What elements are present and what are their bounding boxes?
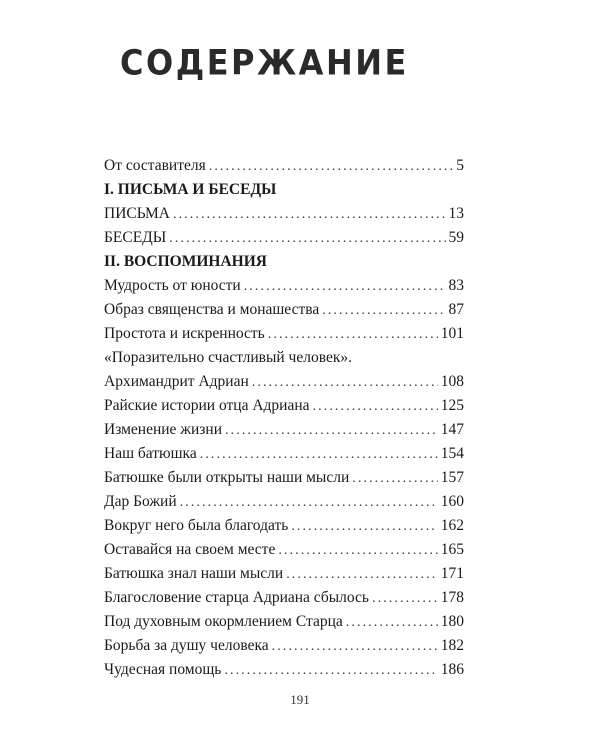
dot-leader (225, 419, 438, 443)
toc-entry (104, 634, 464, 658)
toc-entry-title: Наш батюшка (104, 445, 197, 462)
toc-entry-page: 165 (440, 541, 464, 558)
dot-leader (352, 467, 437, 491)
toc-entry-page: 87 (448, 301, 464, 318)
dot-leader (252, 371, 438, 395)
toc-entry-page: 13 (448, 205, 464, 222)
toc-entry-page: 101 (440, 325, 464, 342)
dot-leader (291, 515, 437, 539)
toc-entry (104, 274, 464, 298)
toc-entry-page: 162 (440, 517, 464, 534)
toc-entry-title: Борьба за душу человека (104, 637, 269, 654)
toc-section-title: I. ПИСЬМА И БЕСЕДЫ (104, 181, 277, 198)
dot-leader (173, 203, 446, 227)
page-number: 191 (290, 692, 310, 707)
toc-entry-page: 182 (440, 637, 464, 654)
table-of-contents (104, 154, 464, 682)
toc-entry-page: 171 (440, 565, 464, 582)
toc-entry-title: Изменение жизни (104, 421, 223, 438)
toc-entry (104, 538, 464, 562)
toc-entry (104, 370, 464, 394)
dot-leader (209, 155, 454, 179)
toc-entry (104, 514, 464, 538)
toc-entry-title: Мудрость от юности (104, 277, 241, 294)
dot-leader (244, 275, 446, 299)
toc-entry-title: Райские истории отца Адриана (104, 397, 310, 414)
dot-leader (278, 539, 437, 563)
toc-entry-title: Образ священства и монашества (104, 301, 320, 318)
toc-entry (104, 298, 464, 322)
toc-entry-title: Чудесная помощь (104, 661, 222, 678)
dot-leader (372, 587, 438, 611)
toc-entry-page: 157 (440, 469, 464, 486)
toc-entry-title: Оставайся на своем месте (104, 541, 276, 558)
toc-entry-title: Батюшке были открыты наши мысли (104, 469, 350, 486)
toc-entry-title: Дар Божий (104, 493, 177, 510)
dot-leader (268, 323, 438, 347)
toc-entry (104, 586, 464, 610)
toc-entry (104, 442, 464, 466)
toc-entry-title: «Поразительно счастливый человек». (104, 349, 352, 366)
toc-entry-page: 125 (440, 397, 464, 414)
toc-entry (104, 322, 464, 346)
toc-entry-title: От составителя (104, 157, 206, 174)
dot-leader (322, 299, 445, 323)
toc-entry-page: 83 (448, 277, 464, 294)
toc-entry-title: Архимандрит Адриан (104, 373, 249, 390)
dot-leader (286, 563, 438, 587)
dot-leader (313, 395, 438, 419)
toc-entry (104, 490, 464, 514)
toc-entry (104, 202, 464, 226)
toc-entry (104, 658, 464, 682)
toc-entry (104, 154, 464, 178)
toc-entry (104, 418, 464, 442)
toc-entry-title: Вокруг него была благодать (104, 517, 289, 534)
toc-entry-page: 180 (440, 613, 464, 630)
toc-section-heading (104, 250, 464, 274)
toc-entry-page: 160 (440, 493, 464, 510)
toc-entry (104, 226, 464, 250)
toc-entry-title: ПИСЬМА (104, 205, 170, 222)
toc-entry-title: Простота и искренность (104, 325, 265, 342)
dot-leader (346, 611, 438, 635)
dot-leader (200, 443, 438, 467)
toc-entry-page: 178 (440, 589, 464, 606)
toc-entry-page: 5 (456, 157, 464, 174)
toc-entry (104, 610, 464, 634)
dot-leader (180, 491, 438, 515)
dot-leader (169, 227, 445, 251)
dot-leader (272, 635, 438, 659)
toc-entry-page: 186 (440, 661, 464, 678)
toc-section-title: II. ВОСПОМИНАНИЯ (104, 253, 267, 270)
page-title: СОДЕРЖАНИЕ (120, 42, 409, 84)
toc-entry-title: Под духовным окормлением Старца (104, 613, 343, 630)
toc-entry-title: Благословение старца Адриана сбылось (104, 589, 369, 606)
toc-entry-title: БЕСЕДЫ (104, 229, 167, 246)
toc-entry-title: Батюшка знал наши мысли (104, 565, 284, 582)
toc-section-heading (104, 178, 464, 202)
dot-leader (224, 659, 437, 683)
toc-entry-page: 154 (440, 445, 464, 462)
toc-entry-page: 59 (448, 229, 464, 246)
toc-entry (104, 562, 464, 586)
toc-entry (104, 466, 464, 490)
toc-entry-page: 108 (440, 373, 464, 390)
toc-entry-page: 147 (440, 421, 464, 438)
toc-entry (104, 394, 464, 418)
toc-entry-first-line (104, 346, 464, 370)
